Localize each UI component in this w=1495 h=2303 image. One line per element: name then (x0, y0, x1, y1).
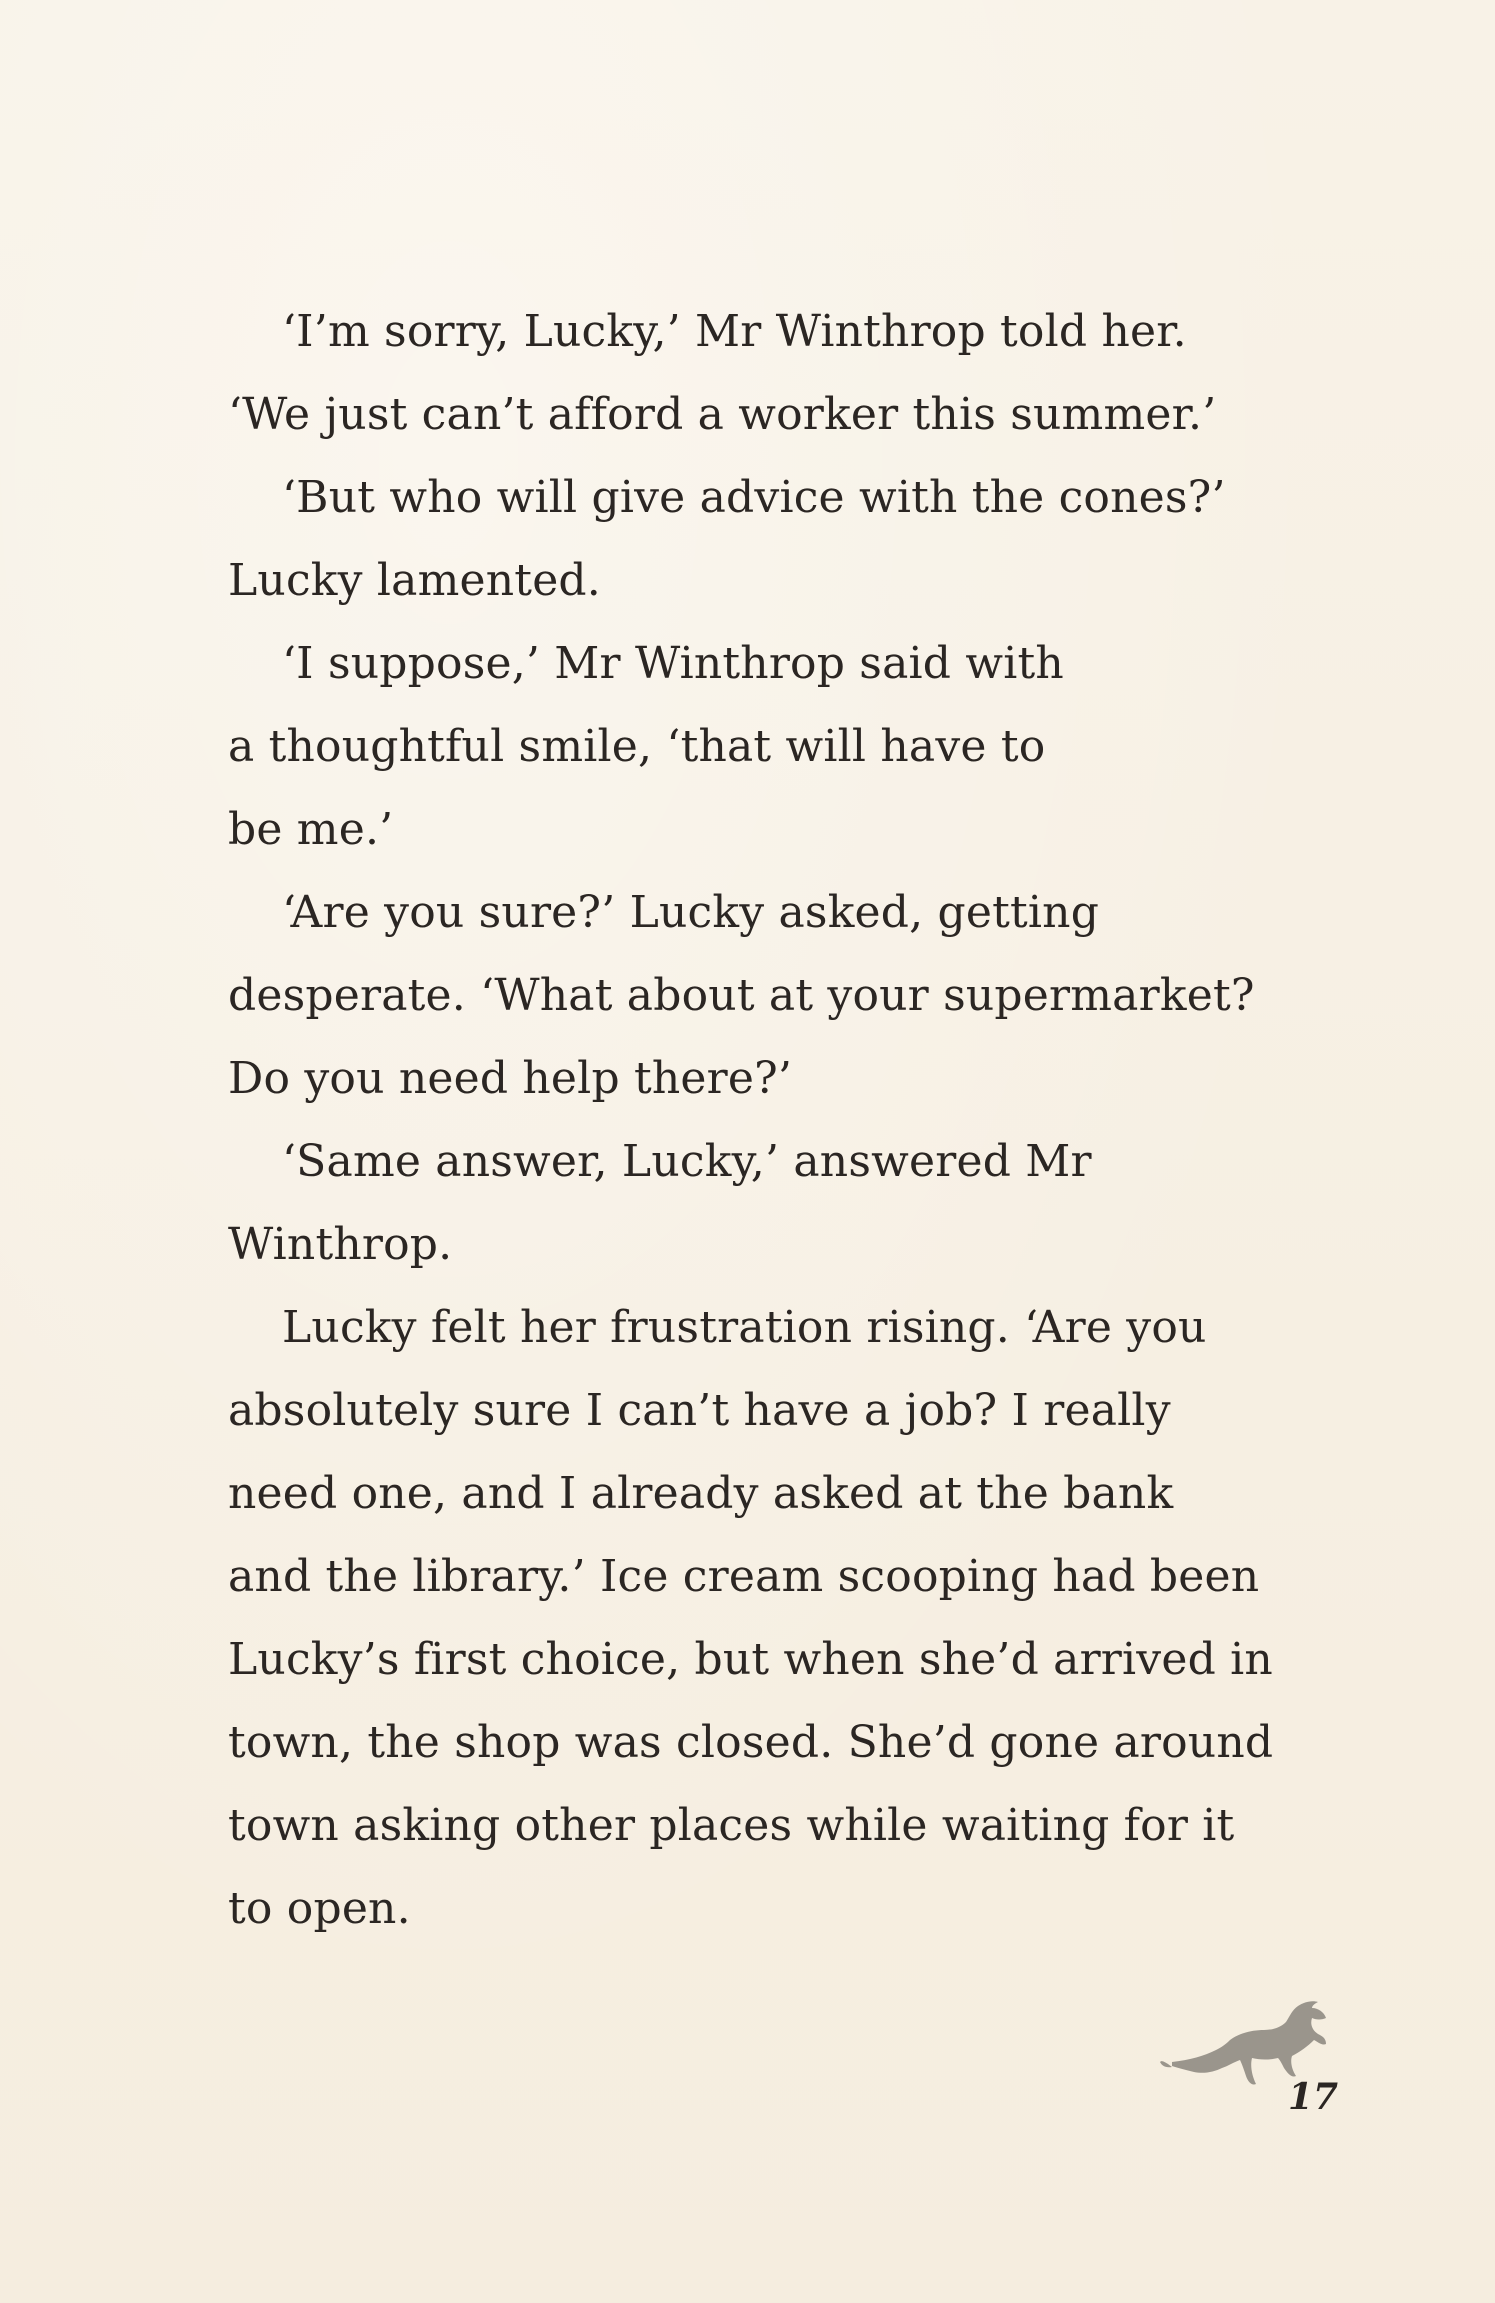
text-line: need one, and I already asked at the bank (228, 1468, 1174, 1519)
text-line: a thoughtful smile, ‘that will have to (228, 721, 1046, 772)
text-line: to open. (228, 1883, 411, 1934)
text-line: ‘I’m sorry, Lucky,’ Mr Winthrop told her. (282, 306, 1187, 357)
text-line: ‘I suppose,’ Mr Winthrop said with (282, 638, 1064, 689)
text-line: Winthrop. (228, 1219, 453, 1270)
page-number: 17 (1288, 2076, 1339, 2118)
text-line: ‘But who will give advice with the cones?’ (282, 472, 1226, 523)
text-line: Lucky’s first choice, but when she’d arrived in (228, 1634, 1273, 1685)
text-line: town asking other places while waiting for it (228, 1800, 1235, 1851)
text-line: Lucky felt her frustration rising. ‘Are you (282, 1302, 1207, 1353)
body-text (228, 290, 1274, 1950)
text-line: desperate. ‘What about at your supermarket? (228, 970, 1255, 1021)
text-line: town, the shop was closed. She’d gone around (228, 1717, 1274, 1768)
text-line: ‘We just can’t afford a worker this summer.’ (228, 389, 1217, 440)
text-line: absolutely sure I can’t have a job? I really (228, 1385, 1171, 1436)
text-line: Do you need help there?’ (228, 1053, 793, 1104)
text-line: Lucky lamented. (228, 555, 601, 606)
text-line: ‘Same answer, Lucky,’ answered Mr (282, 1136, 1092, 1187)
page-footer (1160, 1990, 1360, 2130)
text-line: be me.’ (228, 804, 394, 855)
text-line: ‘Are you sure?’ Lucky asked, getting (282, 887, 1100, 938)
text-line: and the library.’ Ice cream scooping had been (228, 1551, 1260, 1602)
